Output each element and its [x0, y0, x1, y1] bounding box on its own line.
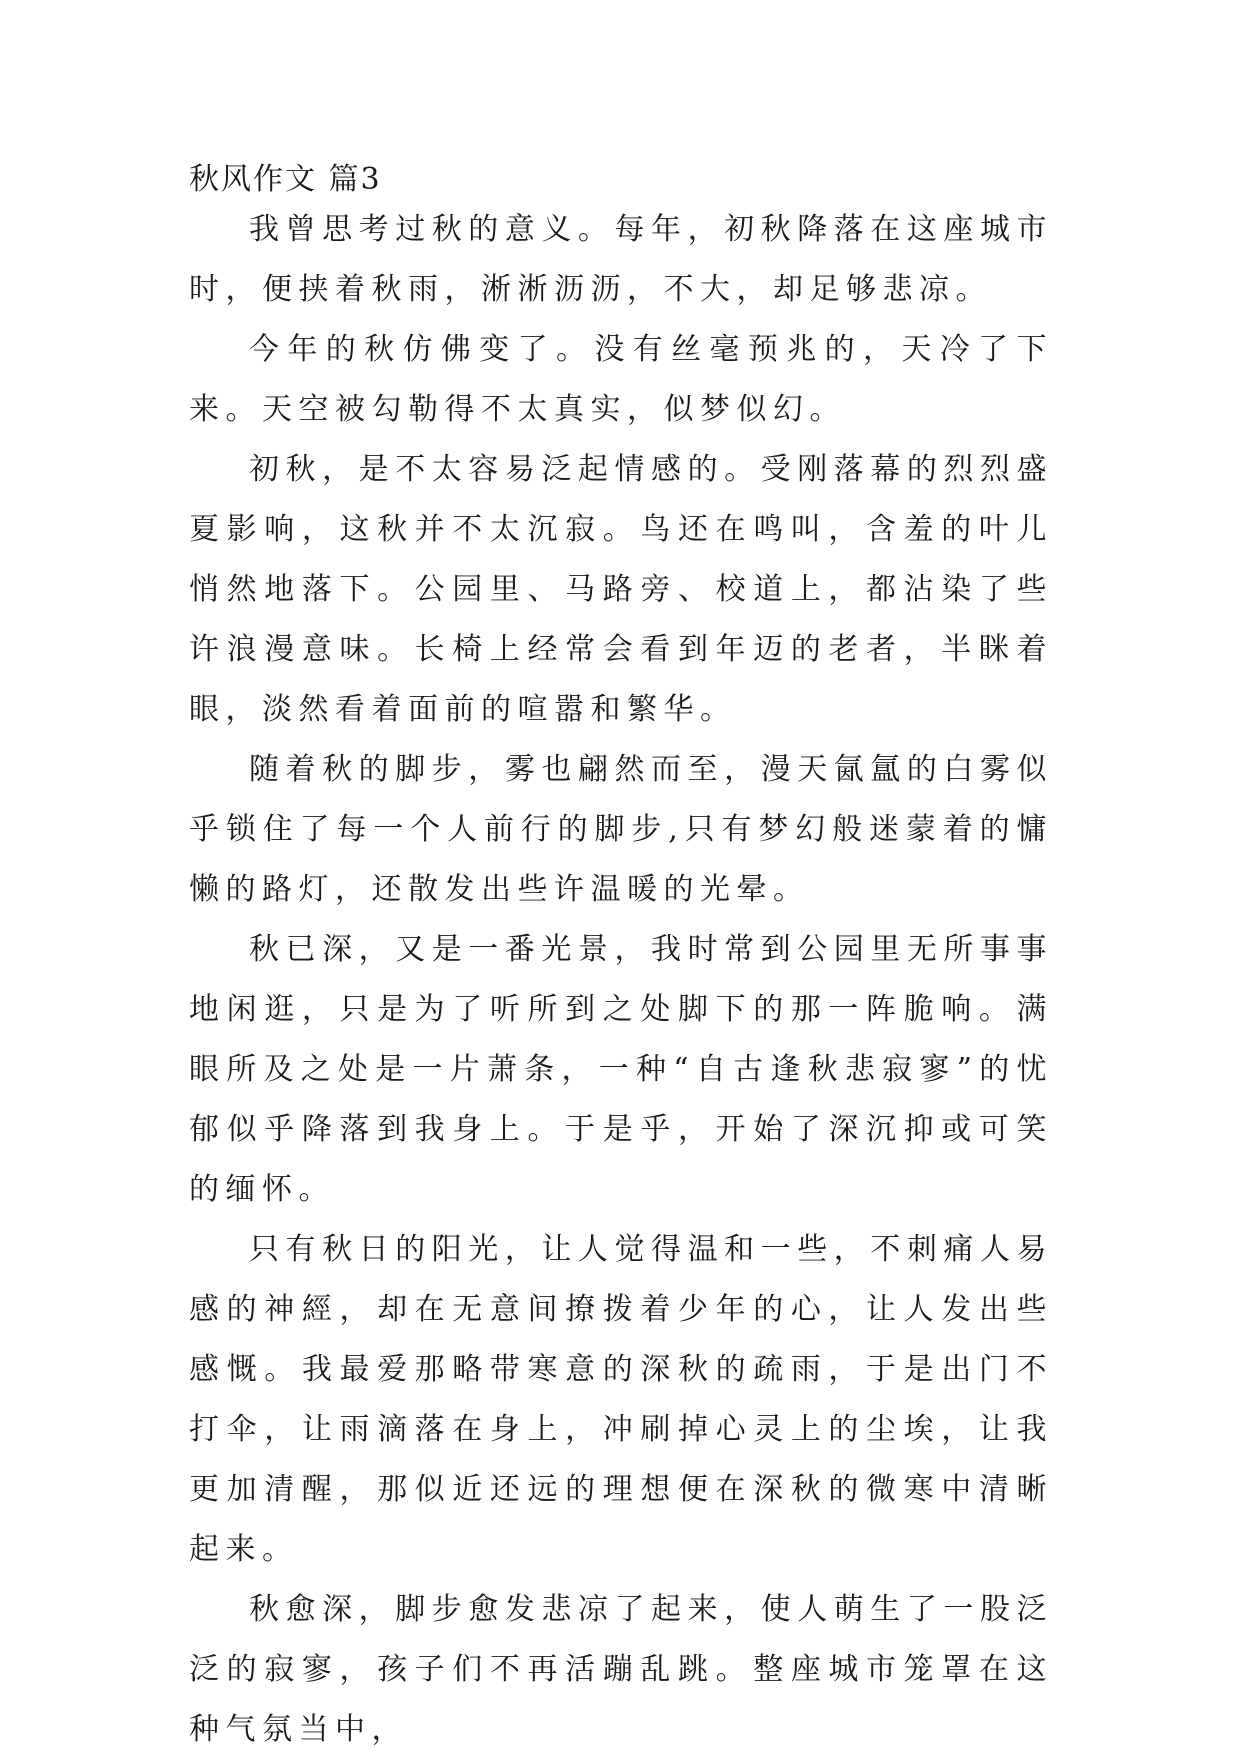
- paragraph: 我曾思考过秋的意义。每年，初秋降落在这座城市时，便挟着秋雨，淅淅沥沥，不大，却足够悲凉。: [189, 212, 1053, 307]
- paragraph: 随着秋的脚步，雾也翩然而至，漫天氤氲的白雾似乎锁住了每一个人前行的脚步,只有梦幻般迷蒙着的慵懒的路灯，还散发出些许温暖的光晕。: [189, 752, 1053, 907]
- paragraph: 今年的秋仿佛变了。没有丝毫预兆的，天冷了下来。天空被勾勒得不太真实，似梦似幻。: [189, 332, 1053, 427]
- paragraph: 秋愈深，脚步愈发悲凉了起来，使人萌生了一股泛泛的寂寥，孩子们不再活蹦乱跳。整座城市笼罩在这种气氛当中，: [189, 1592, 1053, 1747]
- paragraph: 秋已深，又是一番光景，我时常到公园里无所事事地闲逛，只是为了听所到之处脚下的那一阵脆响。满眼所及之处是一片萧条，一种“自古逢秋悲寂寥”的忧郁似乎降落到我身上。于是乎，开始了深沉抑或可笑的缅怀。: [189, 932, 1053, 1207]
- paragraph: 初秋，是不太容易泛起情感的。受刚落幕的烈烈盛夏影响，这秋并不太沉寂。鸟还在鸣叫，含羞的叶儿悄然地落下。公园里、马路旁、校道上，都沾染了些许浪漫意味。长椅上经常会看到年迈的老者，半眯着眼，淡然看着面前的喧嚣和繁华。: [189, 452, 1053, 727]
- document-title: 秋风作文 篇3: [189, 162, 382, 197]
- document-body: [189, 200, 1053, 1760]
- paragraph: 只有秋日的阳光，让人觉得温和一些，不刺痛人易感的神經，却在无意间撩拨着少年的心，让人发出些感慨。我最爱那略带寒意的深秋的疏雨，于是出门不打伞，让雨滴落在身上，冲刷掉心灵上的尘埃，让我更加清醒，那似近还远的理想便在深秋的微寒中清晰起来。: [189, 1232, 1053, 1567]
